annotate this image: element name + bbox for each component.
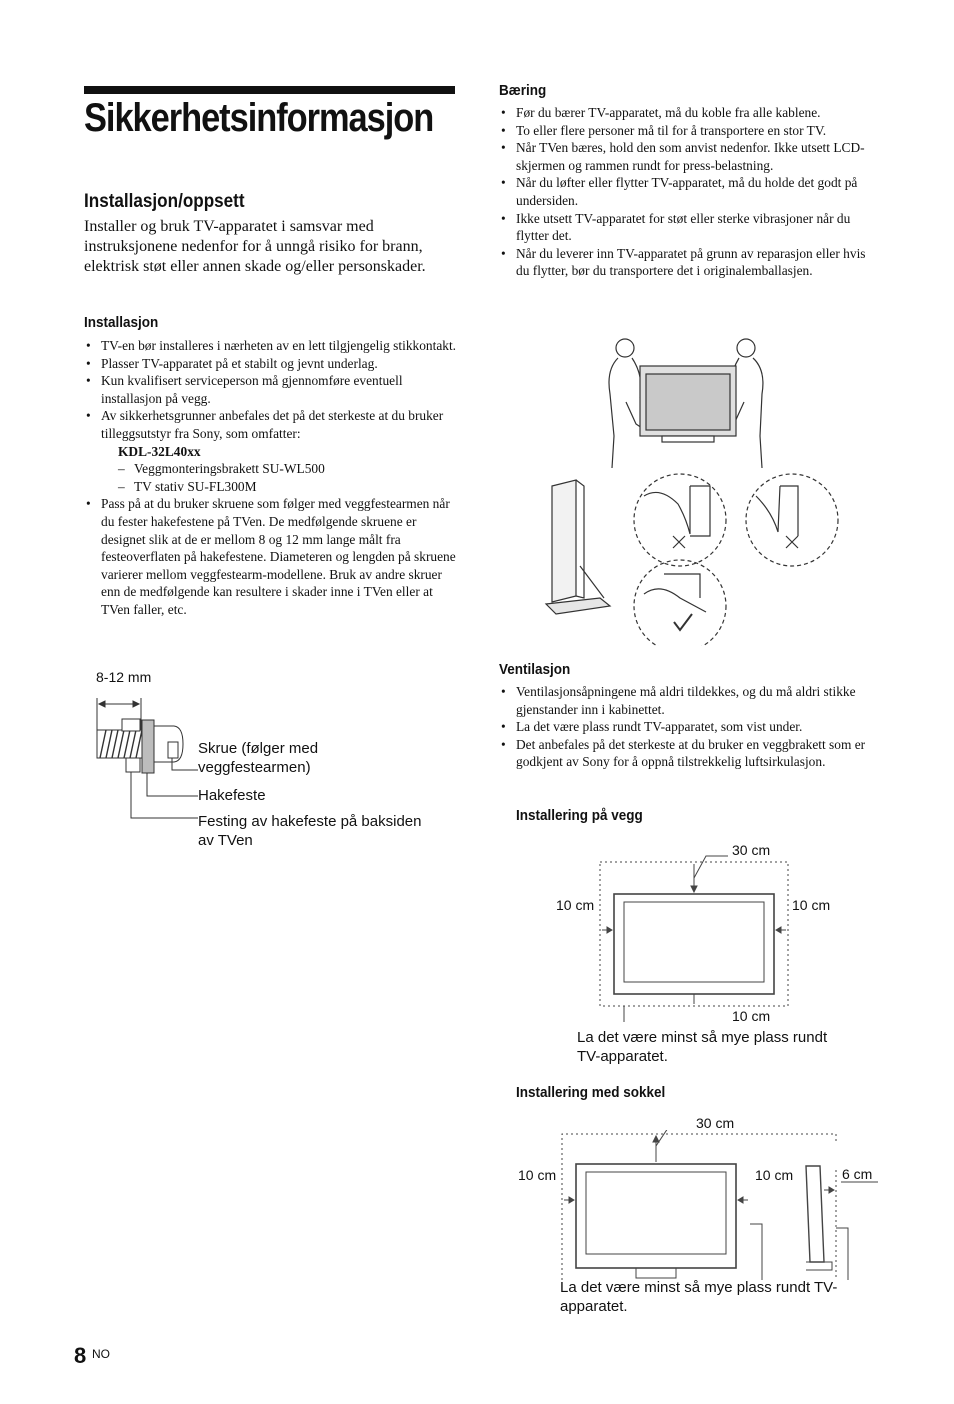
list-item: • Det anbefales på det sterkeste at du bruker en veggbrakett som er godkjent av Sony for å oppnå tilstrekkelig luftsirkulasjon. xyxy=(499,736,873,771)
list-item-text: Av sikkerhetsgrunner anbefales det på det sterkeste at du bruker tilleggsutstyr fra Sony, som omfatter: xyxy=(101,408,444,441)
stand-mount-heading: Installering med sokkel xyxy=(516,1084,666,1101)
wall-bottom-clearance: 10 cm xyxy=(732,1008,771,1024)
list-item: • La det være plass rundt TV-apparatet, som vist under. xyxy=(499,718,873,736)
section-heading-install-setup: Installasjon/oppsett xyxy=(84,191,245,212)
list-item: • To eller flere personer må til for å transportere en stor TV. xyxy=(499,122,873,140)
accessory-item: – TV stativ SU-FL300M xyxy=(118,478,458,496)
back-fixing-label: Festing av hakefeste på baksiden xyxy=(198,813,422,830)
model-number: KDL-32L40xx xyxy=(118,443,201,459)
screw-label-cont: veggfestearmen) xyxy=(198,759,311,776)
screw-diagram xyxy=(86,688,206,824)
stand-mount-caption-cont: apparatet. xyxy=(560,1298,628,1315)
list-item: • Plasser TV-apparatet på et stabilt og jevnt underlag. xyxy=(84,355,458,373)
list-item: • Ventilasjonsåpningene må aldri tildekkes, og du må aldri stikke gjenstander inn i kabinettet. xyxy=(499,683,873,718)
carrying-illustration xyxy=(540,336,845,646)
accessory-item: – Veggmonteringsbrakett SU-WL500 xyxy=(118,460,458,478)
title-rule xyxy=(84,86,455,94)
list-item: • Ikke utsett TV-apparatet for støt eller sterke vibrasjoner når du flytter det. xyxy=(499,210,873,245)
stand-right-clearance: 10 cm xyxy=(755,1167,794,1183)
carrying-heading: Bæring xyxy=(499,82,547,99)
wall-mount-diagram xyxy=(590,850,800,1022)
stand-top-clearance: 30 cm xyxy=(696,1115,735,1131)
wall-right-clearance: 10 cm xyxy=(792,897,831,913)
page-number: 8 xyxy=(74,1343,87,1368)
list-item: • TV-en bør installeres i nærheten av en lett tilgjengelig stikkontakt. xyxy=(84,337,458,355)
back-fixing-label-cont: av TVen xyxy=(198,832,253,849)
ventilation-heading: Ventilasjon xyxy=(499,661,571,678)
wall-top-clearance: 30 cm xyxy=(732,842,771,858)
wall-left-clearance: 10 cm xyxy=(556,897,595,913)
page-title: Sikkerhetsinformasjon xyxy=(84,96,434,140)
list-item: • Når TVen bæres, hold den som anvist nedenfor. Ikke utsett LCD-skjermen og rammen rundt for press-belastning. xyxy=(499,139,873,174)
list-item: • Kun kvalifisert serviceperson må gjennomføre eventuell installasjon på vegg. xyxy=(84,372,458,407)
screw-label: Skrue (følger med xyxy=(198,740,319,757)
wall-mount-heading: Installering på vegg xyxy=(516,807,643,824)
installation-list xyxy=(84,337,458,619)
list-item: • Når du leverer inn TV-apparatet på grunn av reparasjon eller hvis du flytter, bør du transportere det i originalemballasjen. xyxy=(499,245,873,280)
accessory-block xyxy=(101,443,458,496)
stand-mount-diagram xyxy=(556,1130,882,1280)
list-item xyxy=(84,407,458,495)
install-setup-intro: Installer og bruk TV-apparatet i samsvar med instruksjonene nedenfor for å unngå risiko for brann, elektrisk støt eller annen skade og/eller personskader. xyxy=(84,218,426,275)
hook-label: Hakefeste xyxy=(198,787,266,804)
stand-side-clearance: 6 cm xyxy=(842,1166,873,1182)
carrying-list xyxy=(499,104,873,280)
list-item: • Pass på at du bruker skruene som følger med veggfestearmen når du fester hakefestene på TVen. De medfølgende skruene er designet slik at de er mellom 8 og 12 mm lange målt fra festeoverflaten på hakefestene. Diameteren og lengden på skruene varierer mellom veggfestearm-modellene. Bruk av andre skruer enn de medfølgende kan resultere i skader inne i TVen eller at TVen faller, etc. xyxy=(84,495,458,618)
wall-mount-caption-cont: TV-apparatet. xyxy=(577,1048,668,1065)
installation-heading: Installasjon xyxy=(84,314,159,331)
stand-mount-caption: La det være minst så mye plass rundt TV- xyxy=(560,1279,838,1296)
page-language: NO xyxy=(92,1347,110,1361)
list-item: • Før du bærer TV-apparatet, må du koble fra alle kablene. xyxy=(499,104,873,122)
wall-mount-caption: La det være minst så mye plass rundt xyxy=(577,1029,828,1046)
stand-left-clearance: 10 cm xyxy=(518,1167,557,1183)
screw-dimension-label: 8-12 mm xyxy=(96,669,152,685)
ventilation-list xyxy=(499,683,873,771)
list-item: • Når du løfter eller flytter TV-apparatet, må du holde det godt på undersiden. xyxy=(499,174,873,209)
